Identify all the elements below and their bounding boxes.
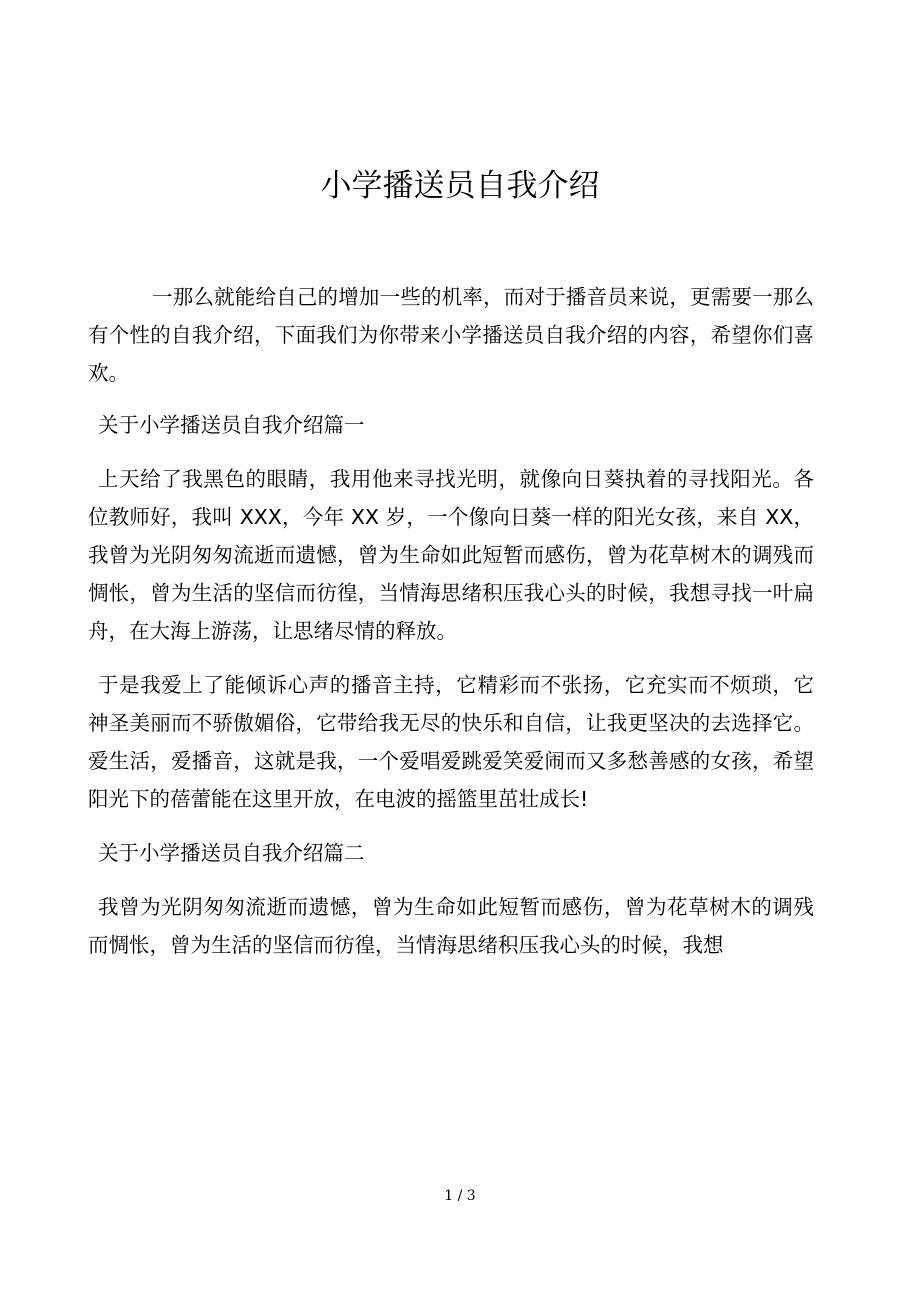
page-title: 小学播送员自我介绍 (320, 168, 600, 204)
section-1-paragraph-1: 上天给了我黑色的眼睛，我用他来寻找光明，就像向日葵执着的寻找阳光。各位教师好，我叫 XXX，今年 XX 岁，一个像向日葵一样的阳光女孩，来自 XX，我曾为光阴匆匆流逝而遗憾，曾为生命如此短暂而感伤，曾为花草树木的调残而惆怅，曾为生活的坚信而彷徨，当情海思绪积压我心头的时候，我想寻找一叶扁舟，在大海上游荡，让思绪尽情的释放。 (88, 467, 814, 643)
section-heading-1: 关于小学播送员自我介绍篇一 (98, 413, 365, 437)
document-body (88, 278, 814, 980)
section-2-paragraph-1: 我曾为光阴匆匆流逝而遗憾，曾为生命如此短暂而感伤，曾为花草树木的调残而惆怅，曾为生活的坚信而彷徨，当情海思绪积压我心头的时候，我想 (88, 895, 814, 957)
section-heading-2: 关于小学播送员自我介绍篇二 (98, 841, 365, 865)
intro-paragraph: 一那么就能给自己的增加一些的机率，而对于播音员来说，更需要一那么有个性的自我介绍，下面我们为你带来小学播送员自我介绍的内容，希望你们喜欢。 (88, 285, 814, 385)
section-1-paragraph-2: 于是我爱上了能倾诉心声的播音主持，它精彩而不张扬，它充实而不烦琐，它神圣美丽而不骄傲媚俗，它带给我无尽的快乐和自信，让我更坚决的去选择它。爱生活，爱播音，这就是我，一个爱唱爱跳爱笑爱闹而又多愁善感的女孩，希望阳光下的蓓蕾能在这里开放，在电波的摇篮里茁壮成长! (88, 673, 814, 811)
page-number: 1 / 3 (444, 1188, 476, 1204)
